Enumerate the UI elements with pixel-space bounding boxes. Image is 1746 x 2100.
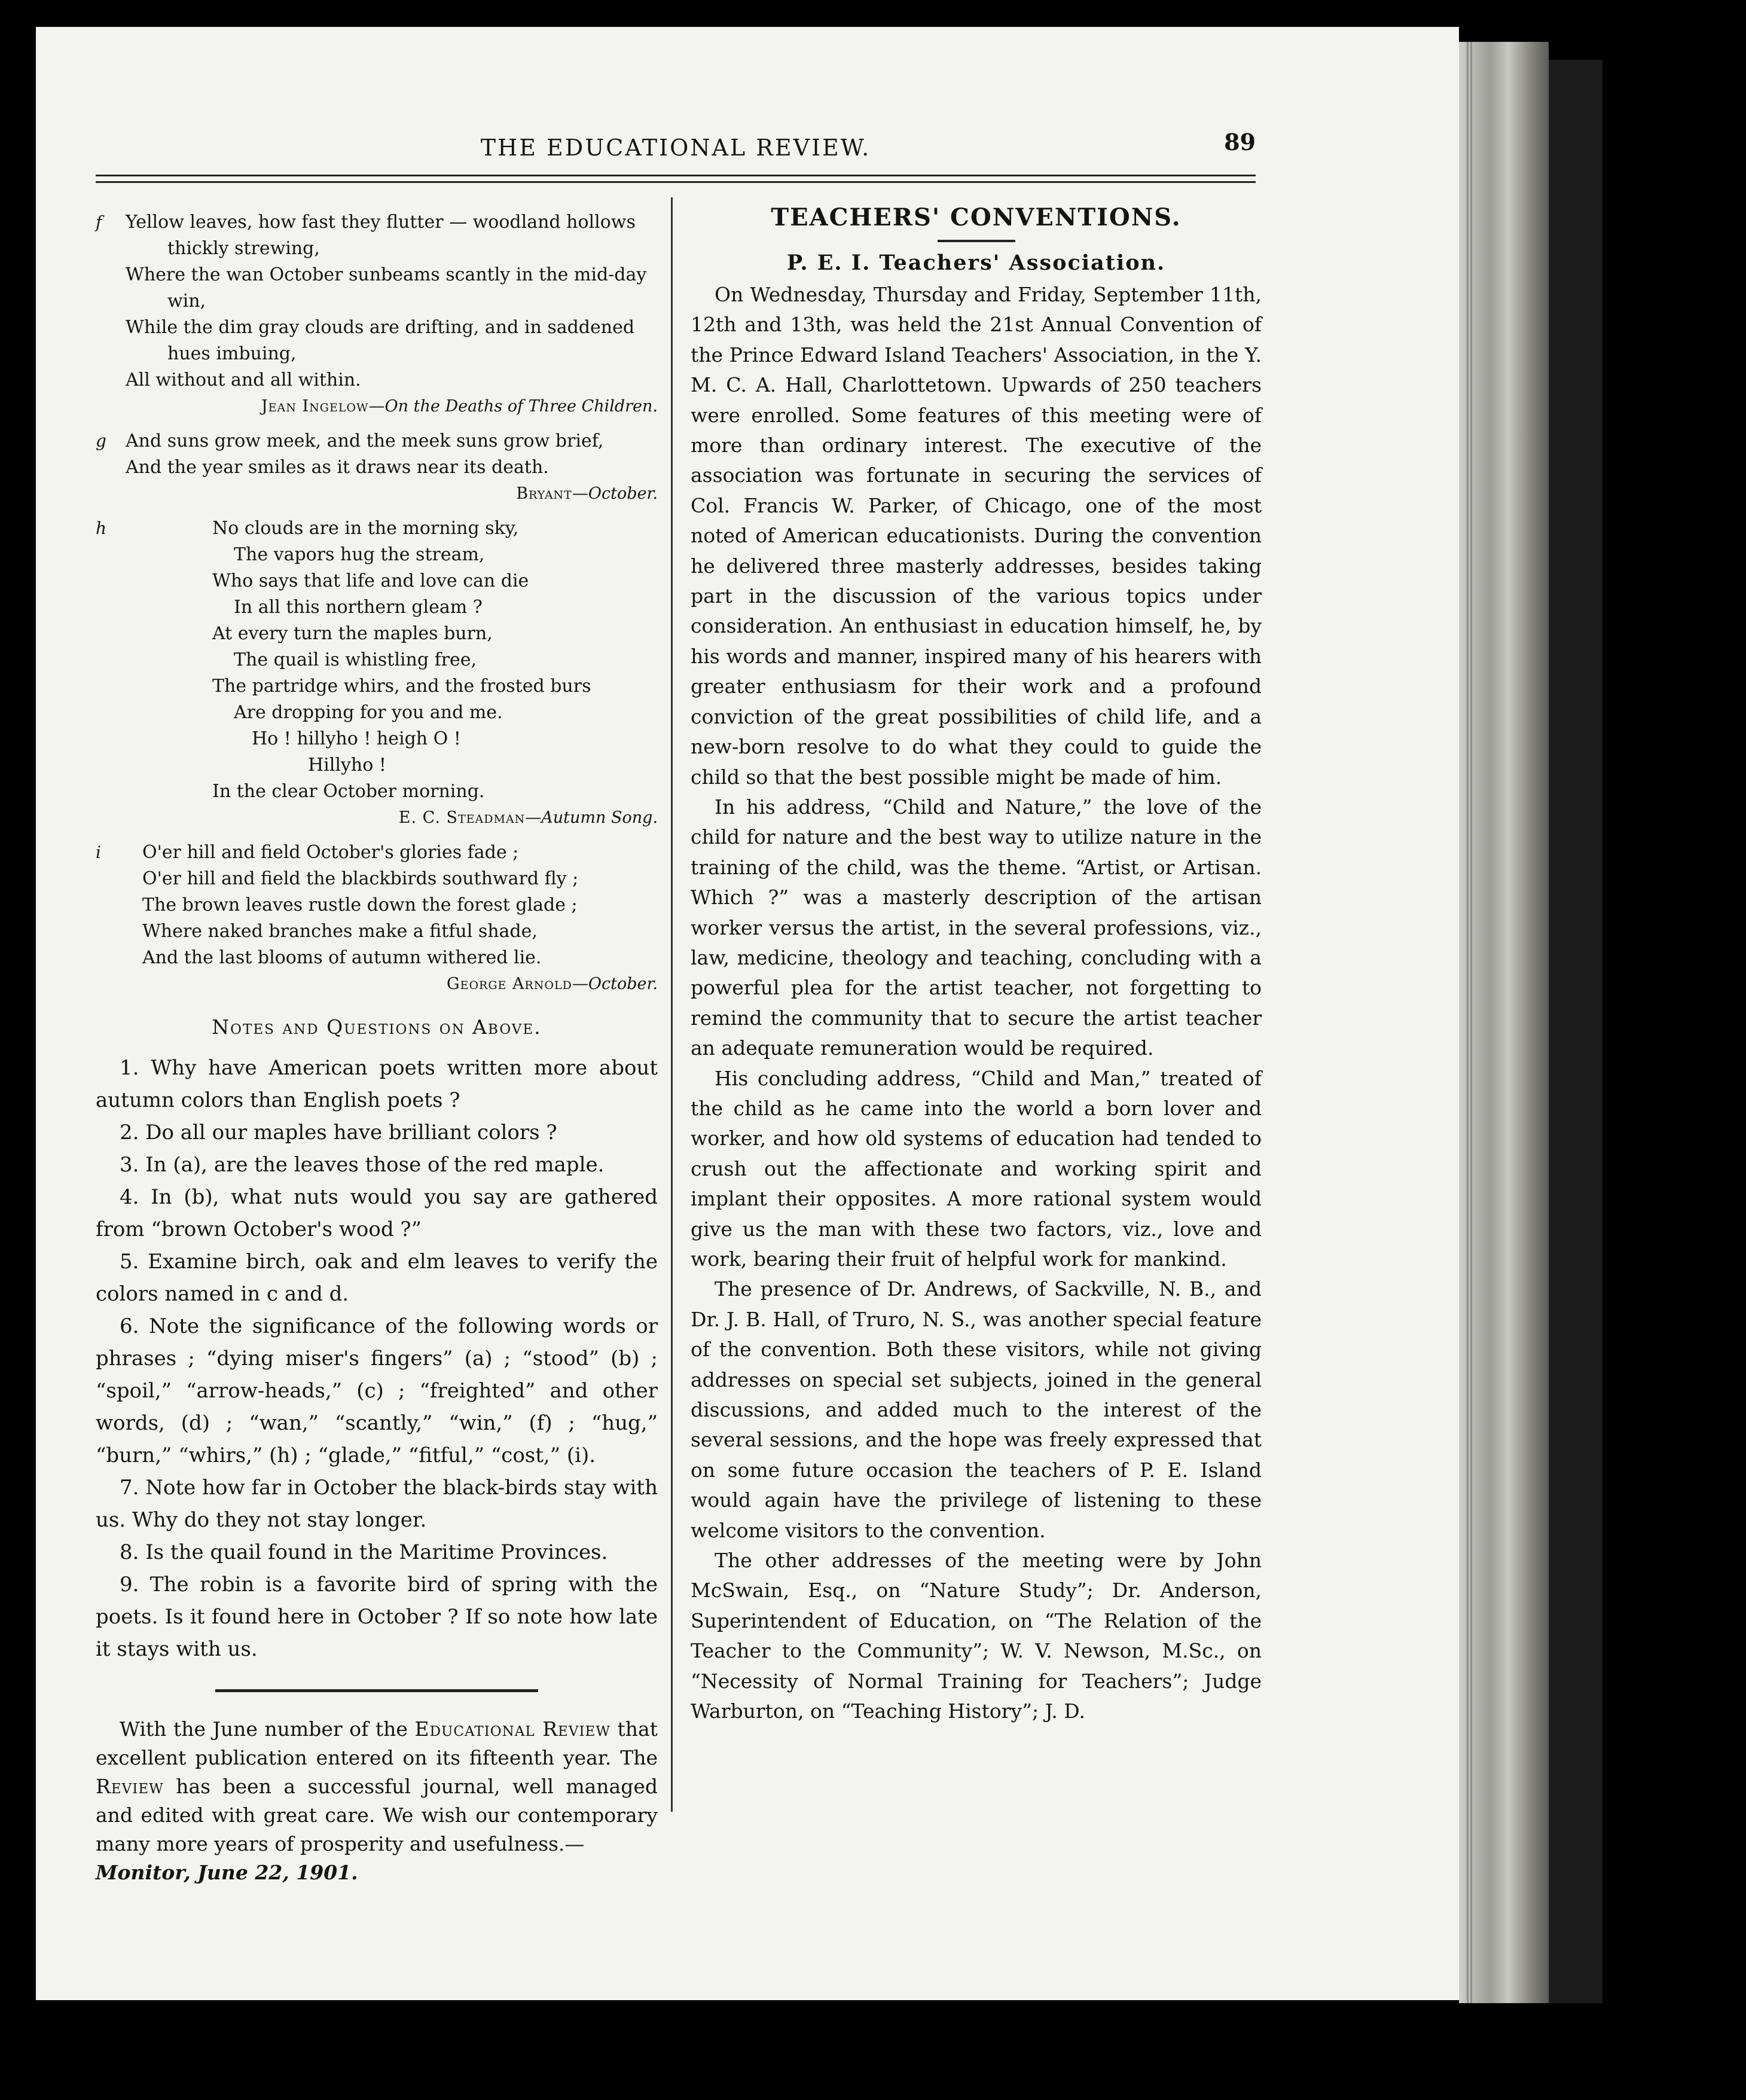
article-paragraph: The other addresses of the meeting were by John McSwain, Esq., on “Nature Study”; Dr. Anderson, Superintendent of Education, on “The Relation of the Teacher to the Community”; W. V. Newson, M.Sc., on “Necessity of Normal Training for Teachers”; Judge Warburton, on “Teaching History”; J. D. (691, 1549, 1262, 1723)
poem-line: Yellow leaves, how fast they flutter — woodland hollows (126, 212, 636, 233)
question-item: 6. Note the significance of the following words or phrases ; “dying miser's fingers” (a) ; “stood” (b) ; “spoil,” “arrow-heads,” (c) ; “freighted” and other words, (d) ; “wan,” “scantly,” “win,” (f) ; “hug,” “burn,” “whirs,” (h) ; “glade,” “fitful,” “cost,” (i). (96, 1314, 658, 1467)
poem-line: And the last blooms of autumn withered lie. (142, 947, 542, 968)
question-item: 9. The robin is a favorite bird of spring with the poets. Is it found here in October ? If so note how late it stays with us. (96, 1573, 658, 1661)
note-review-short: Review (96, 1775, 164, 1798)
title-rule (938, 240, 1015, 242)
article-paragraph: In his address, “Child and Nature,” the love of the child for nature and the best way to utilize nature in the training of the child, was the theme. “Artist, or Artisan. Which ?” was a masterly description of the artisan worker versus the artist, in the several professions, viz., law, medicine, theology and teaching, concluding with a powerful plea for the artist teacher, not forgetting to remind the community that to secure the artist teacher an adequate remuneration would be required. (691, 795, 1262, 1060)
question-item: 2. Do all our maples have brilliant colors ? (120, 1121, 557, 1144)
question-item: 5. Examine birch, oak and elm leaves to verify the colors named in c and d. (96, 1250, 658, 1306)
poem-excerpt (96, 209, 658, 420)
poem-author: Bryant (516, 484, 572, 503)
poem-line: O'er hill and field the blackbirds southward fly ; (142, 868, 579, 889)
note-text-before: With the June number of the (120, 1717, 415, 1741)
poem-attribution (96, 805, 658, 831)
poem-line: At every turn the maples burn, (212, 623, 493, 644)
question-item: 4. In (b), what nuts would you say are gathered from “brown October's wood ?” (96, 1185, 658, 1241)
poem-attribution (96, 481, 658, 507)
section-rule (215, 1689, 538, 1692)
question-item: 1. Why have American poets written more about autumn colors than English poets ? (96, 1056, 658, 1112)
questions-list (96, 1052, 658, 1665)
poem-attribution (96, 971, 658, 997)
poem-line: O'er hill and field October's glories fade ; (142, 842, 519, 863)
poem-author: Jean Ingelow (261, 397, 369, 416)
note-text-middle: that excellent publication entered on its fifteenth year. The (96, 1717, 658, 1769)
poem-line: Where the wan October sunbeams scantly in the mid-day (126, 264, 647, 285)
attribution-dash: — (525, 808, 542, 827)
poem-line: The brown leaves rustle down the forest glade ; (142, 895, 578, 915)
poem-line: In all this northern gleam ? (234, 597, 483, 618)
note-review-name: Educational Review (414, 1717, 611, 1741)
attribution-dash: — (572, 975, 588, 993)
section-subtitle: P. E. I. Teachers' Association. (786, 251, 1166, 275)
section-title: TEACHERS' CONVENTIONS. (771, 203, 1182, 231)
note-text-after: has been a successful journal, well managed and edited with great care. We wish our contemporary many more years of prosperity and usefulness.— (96, 1775, 658, 1855)
left-column (96, 209, 658, 1887)
poem-line: Who says that life and love can die (212, 570, 529, 591)
poem-marker: f (96, 212, 102, 232)
article-paragraph: His concluding address, “Child and Man,” treated of the child as he came into the world a born lover and worker, and how old systems of education had tended to crush out the affectionate and working spirit and implant their opposites. A more rational system would give us the man with these two factors, viz., love and work, bearing their fruit of helpful work for mankind. (691, 1066, 1262, 1271)
attribution-dash: — (572, 484, 588, 503)
press-note (96, 1715, 658, 1887)
article-body (691, 280, 1262, 1727)
poem-line: Hillyho ! (308, 755, 386, 776)
poem-work: October. (588, 975, 658, 993)
poem-line: hues imbuing, (167, 343, 297, 364)
attribution-dash: — (368, 397, 385, 416)
poem-excerpt (96, 428, 658, 507)
question-item: 3. In (a), are the leaves those of the red maple. (120, 1153, 605, 1177)
page-edge-stack (1459, 42, 1549, 2003)
poem-author: E. C. Steadman (398, 808, 526, 827)
poem-line: In the clear October morning. (212, 781, 485, 802)
poem-excerpts (96, 209, 658, 997)
questions-heading: Notes and Questions on Above. (212, 1015, 542, 1039)
poem-line: win, (167, 291, 206, 312)
poem-line: And the year smiles as it draws near its death. (126, 457, 549, 478)
poem-work: Autumn Song. (541, 808, 658, 827)
poem-line: No clouds are in the morning sky, (212, 518, 519, 539)
column-divider (671, 197, 673, 1812)
running-header (96, 129, 1256, 170)
poem-marker: h (96, 518, 107, 538)
poem-line: All without and all within. (126, 370, 361, 390)
poem-line: thickly strewing, (167, 238, 320, 259)
poem-line: The vapors hug the stream, (234, 544, 485, 565)
binding-shadow (1549, 60, 1602, 2003)
poem-line: While the dim gray clouds are drifting, and in saddened (126, 317, 635, 338)
note-signature: Monitor, June 22, 1901. (96, 1861, 358, 1884)
article-paragraph: On Wednesday, Thursday and Friday, September 11th, 12th and 13th, was held the 21st Annual Convention of the Prince Edward Island Teachers' Association, in the Y. M. C. A. Hall, Charlottetown. Upwards of 250 teachers were enrolled. Some features of this meeting were of more than ordinary interest. The executive of the association was fortunate in securing the services of Col. Francis W. Parker, of Chicago, one of the most noted of American educationists. During the convention he delivered three masterly addresses, besides taking part in the discussion of the various topics under consideration. An enthusiast in education himself, he, by his words and manner, inspired many of his hearers with greater enthusiasm for their work and a profound conviction of the great possibilities of child life, and a new-born resolve to do what they could to guide the child so that the best possible might be made of him. (691, 283, 1262, 789)
poem-excerpt (96, 840, 658, 997)
header-rule (96, 175, 1256, 183)
poem-attribution (96, 393, 658, 420)
poem-line: Where naked branches make a fitful shade, (142, 921, 538, 942)
question-item: 8. Is the quail found in the Maritime Provinces. (120, 1540, 608, 1564)
poem-work: On the Deaths of Three Children. (384, 397, 658, 416)
poem-line: And suns grow meek, and the meek suns grow brief, (126, 431, 604, 451)
poem-author: George Arnold (447, 975, 572, 993)
poem-work: October. (588, 484, 658, 503)
poem-line: Are dropping for you and me. (234, 702, 503, 723)
article-paragraph: The presence of Dr. Andrews, of Sackville, N. B., and Dr. J. B. Hall, of Truro, N. S., was another special feature of the convention. Both these visitors, while not giving addresses on special set subjects, joined in the general discussions, and added much to the interest of the several sessions, and the hope was freely expressed that on some future occasion the teachers of P. E. Island would again have the privilege of listening to these welcome visitors to the convention. (691, 1277, 1262, 1542)
page-number: 89 (1224, 129, 1256, 155)
poem-marker: i (96, 843, 101, 862)
right-column (691, 203, 1262, 1727)
poem-line: The quail is whistling free, (234, 649, 477, 670)
poem-line: The partridge whirs, and the frosted burs (212, 676, 591, 697)
poem-marker: g (96, 431, 106, 451)
poem-line: Ho ! hillyho ! heigh O ! (252, 728, 461, 749)
journal-title: THE EDUCATIONAL REVIEW. (480, 135, 871, 161)
poem-excerpt (96, 515, 658, 831)
question-item: 7. Note how far in October the black-birds stay with us. Why do they not stay longer. (96, 1476, 658, 1532)
